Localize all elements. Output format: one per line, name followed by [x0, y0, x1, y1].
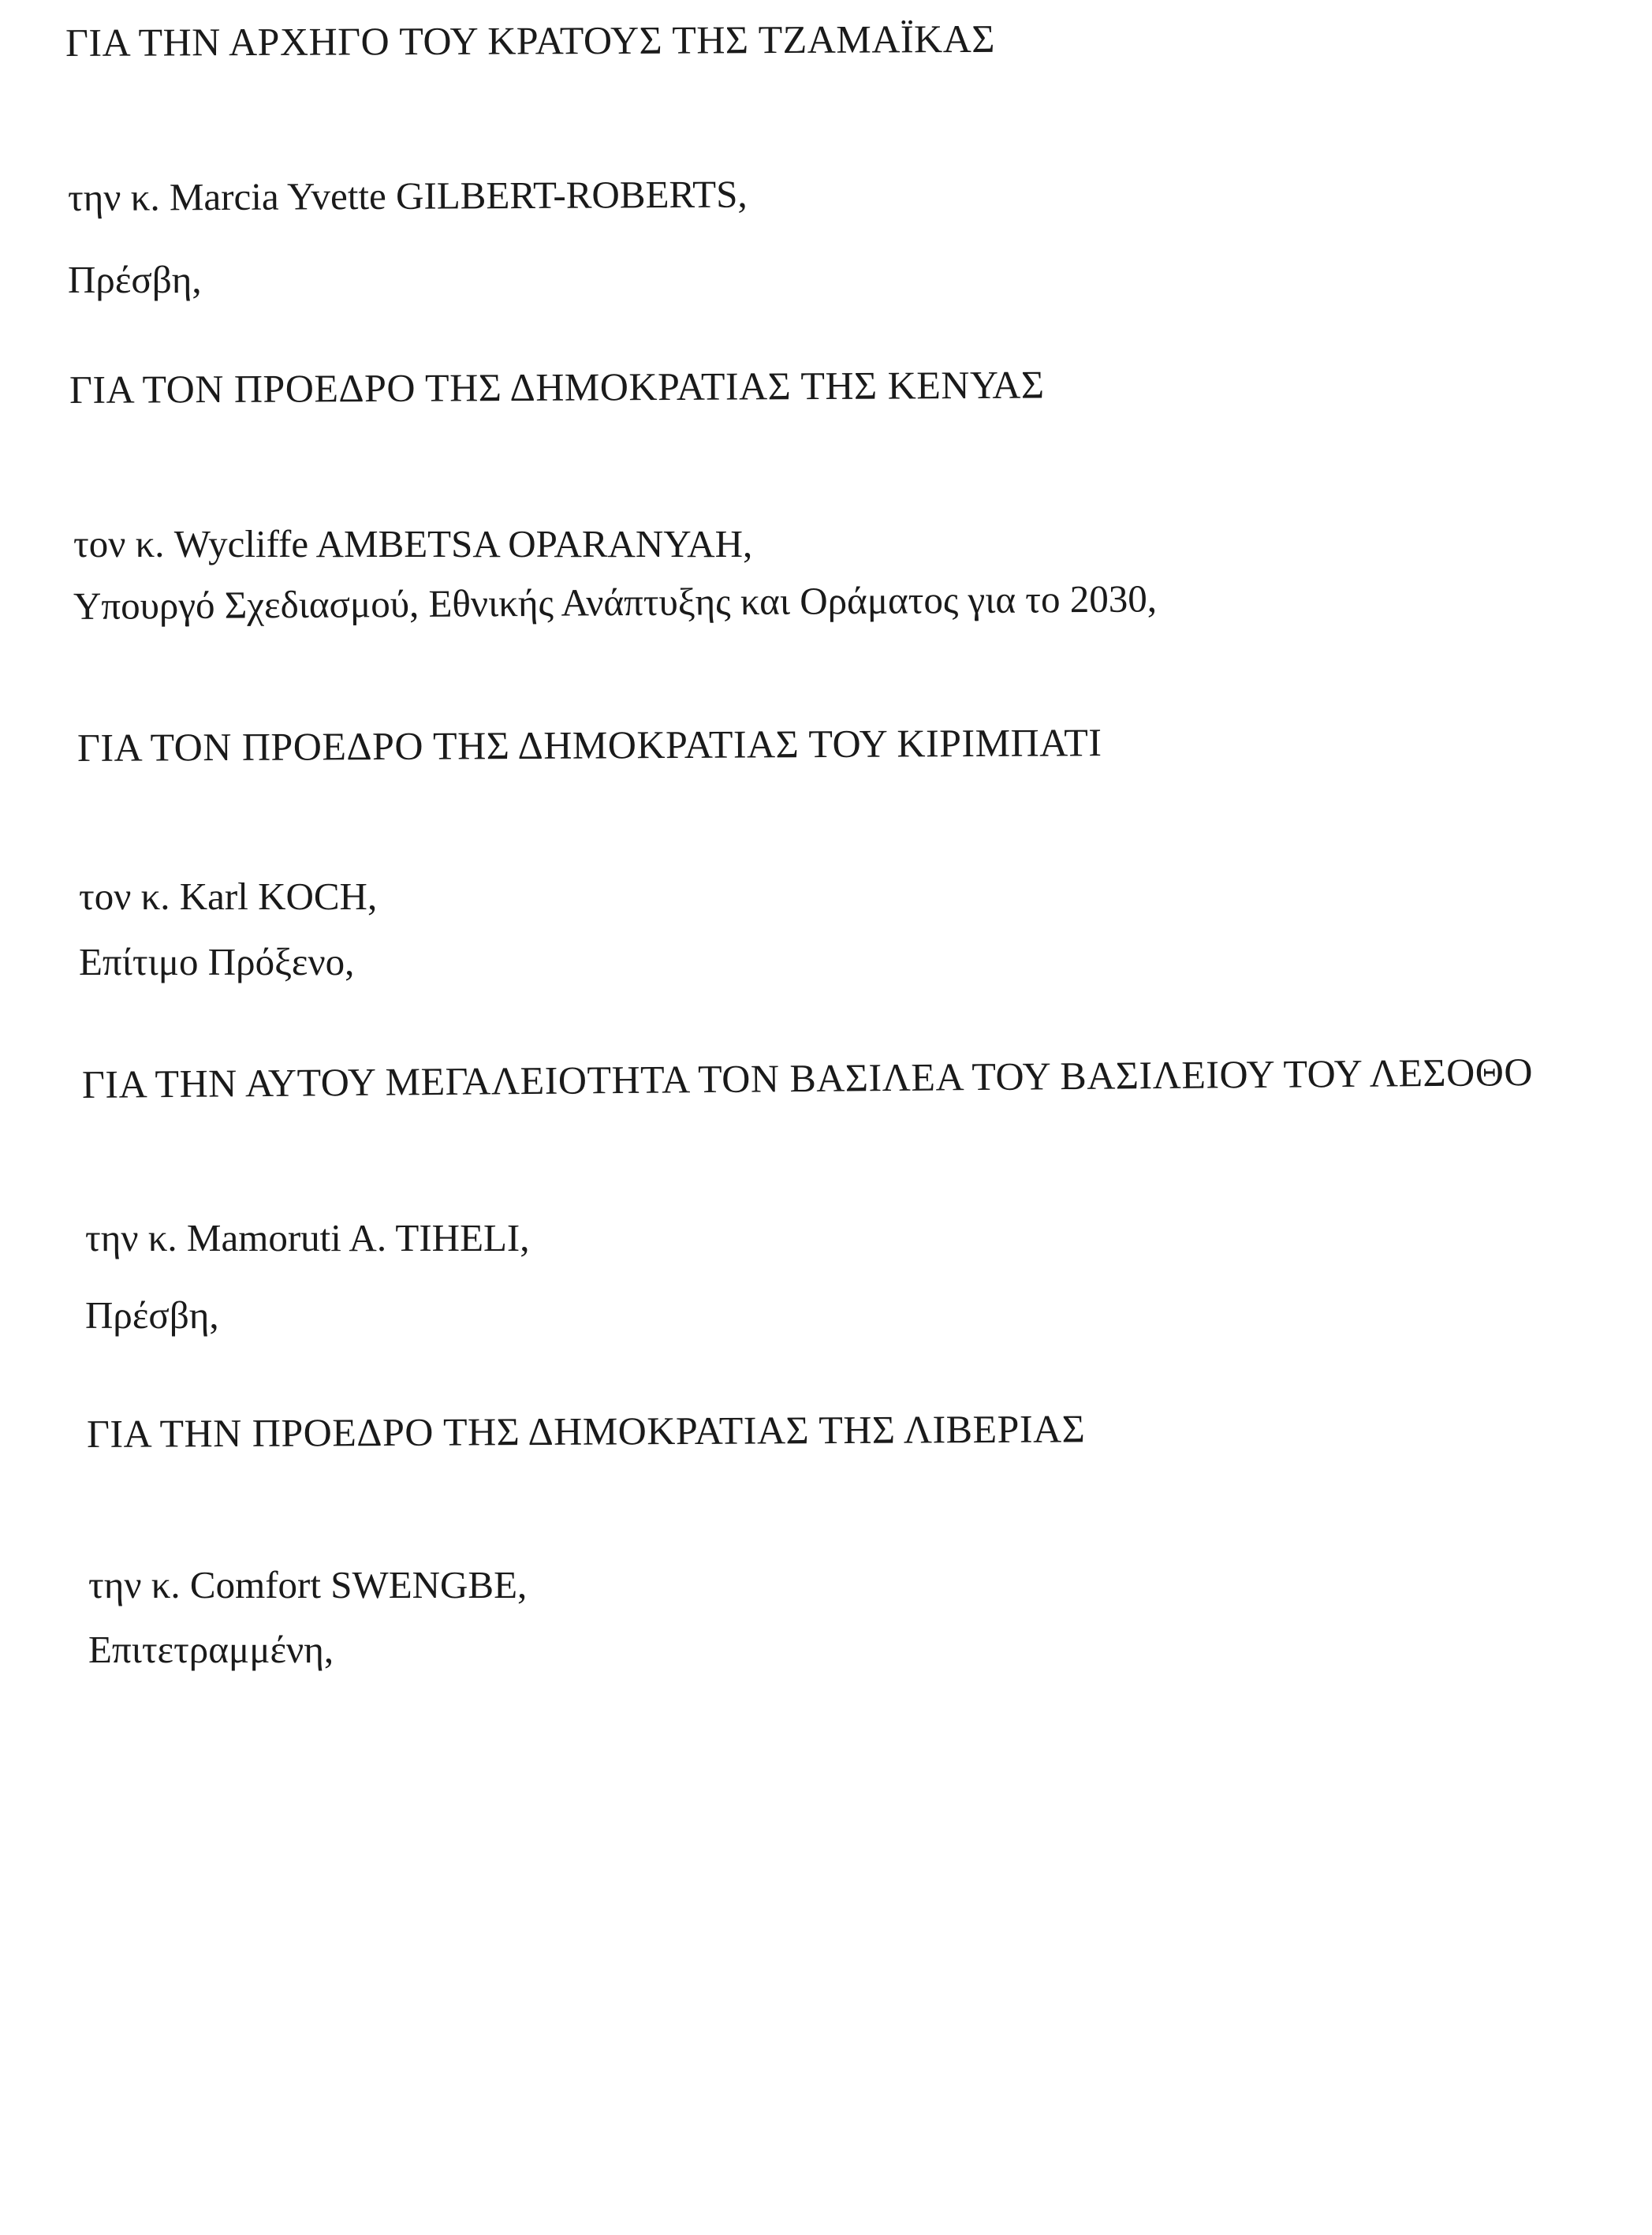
section-heading-liberia: ΓΙΑ ΤΗΝ ΠΡΟΕΔΡΟ ΤΗΣ ΔΗΜΟΚΡΑΤΙΑΣ ΤΗΣ ΛΙΒΕΡΙΑΣ	[86, 1406, 1086, 1456]
signatory-title-jamaica: Πρέσβη,	[68, 258, 202, 301]
signatory-title-kenya: Υπουργό Σχεδιασμού, Εθνικής Ανάπτυξης και Οράματος για το 2030,	[73, 576, 1158, 628]
section-heading-kiribati: ΓΙΑ ΤΟΝ ΠΡΟΕΔΡΟ ΤΗΣ ΔΗΜΟΚΡΑΤΙΑΣ ΤΟΥ ΚΙΡΙΜΠΑΤΙ	[76, 720, 1102, 770]
section-heading-lesotho: ΓΙΑ ΤΗΝ ΑΥΤΟΥ ΜΕΓΑΛΕΙΟΤΗΤΑ ΤΟΝ ΒΑΣΙΛΕΑ ΤΟΥ ΒΑΣΙΛΕΙΟΥ ΤΟΥ ΛΕΣΟΘΟ	[81, 1049, 1534, 1106]
signatory-name-liberia: την κ. Comfort SWENGBE,	[88, 1563, 528, 1606]
signatory-name-kiribati: τον κ. Karl KOCH,	[79, 875, 378, 918]
signatory-name-kenya: τον κ. Wycliffe AMBETSA OPARANYAH,	[73, 522, 753, 565]
signatory-name-lesotho: την κ. Mamoruti A. TIHELI,	[85, 1216, 530, 1259]
signatory-title-liberia: Επιτετραμμένη,	[88, 1628, 334, 1671]
section-heading-kenya: ΓΙΑ ΤΟΝ ΠΡΟΕΔΡΟ ΤΗΣ ΔΗΜΟΚΡΑΤΙΑΣ ΤΗΣ ΚΕΝΥΑΣ	[69, 362, 1045, 412]
signatory-title-kiribati: Επίτιμο Πρόξενο,	[79, 940, 355, 983]
signatory-title-lesotho: Πρέσβη,	[85, 1293, 219, 1337]
section-heading-jamaica: ΓΙΑ ΤΗΝ ΑΡΧΗΓΟ ΤΟΥ ΚΡΑΤΟΥΣ ΤΗΣ ΤΖΑΜΑΪΚΑΣ	[65, 16, 996, 65]
signatory-name-jamaica: την κ. Marcia Yvette GILBERT-ROBERTS,	[67, 172, 748, 219]
